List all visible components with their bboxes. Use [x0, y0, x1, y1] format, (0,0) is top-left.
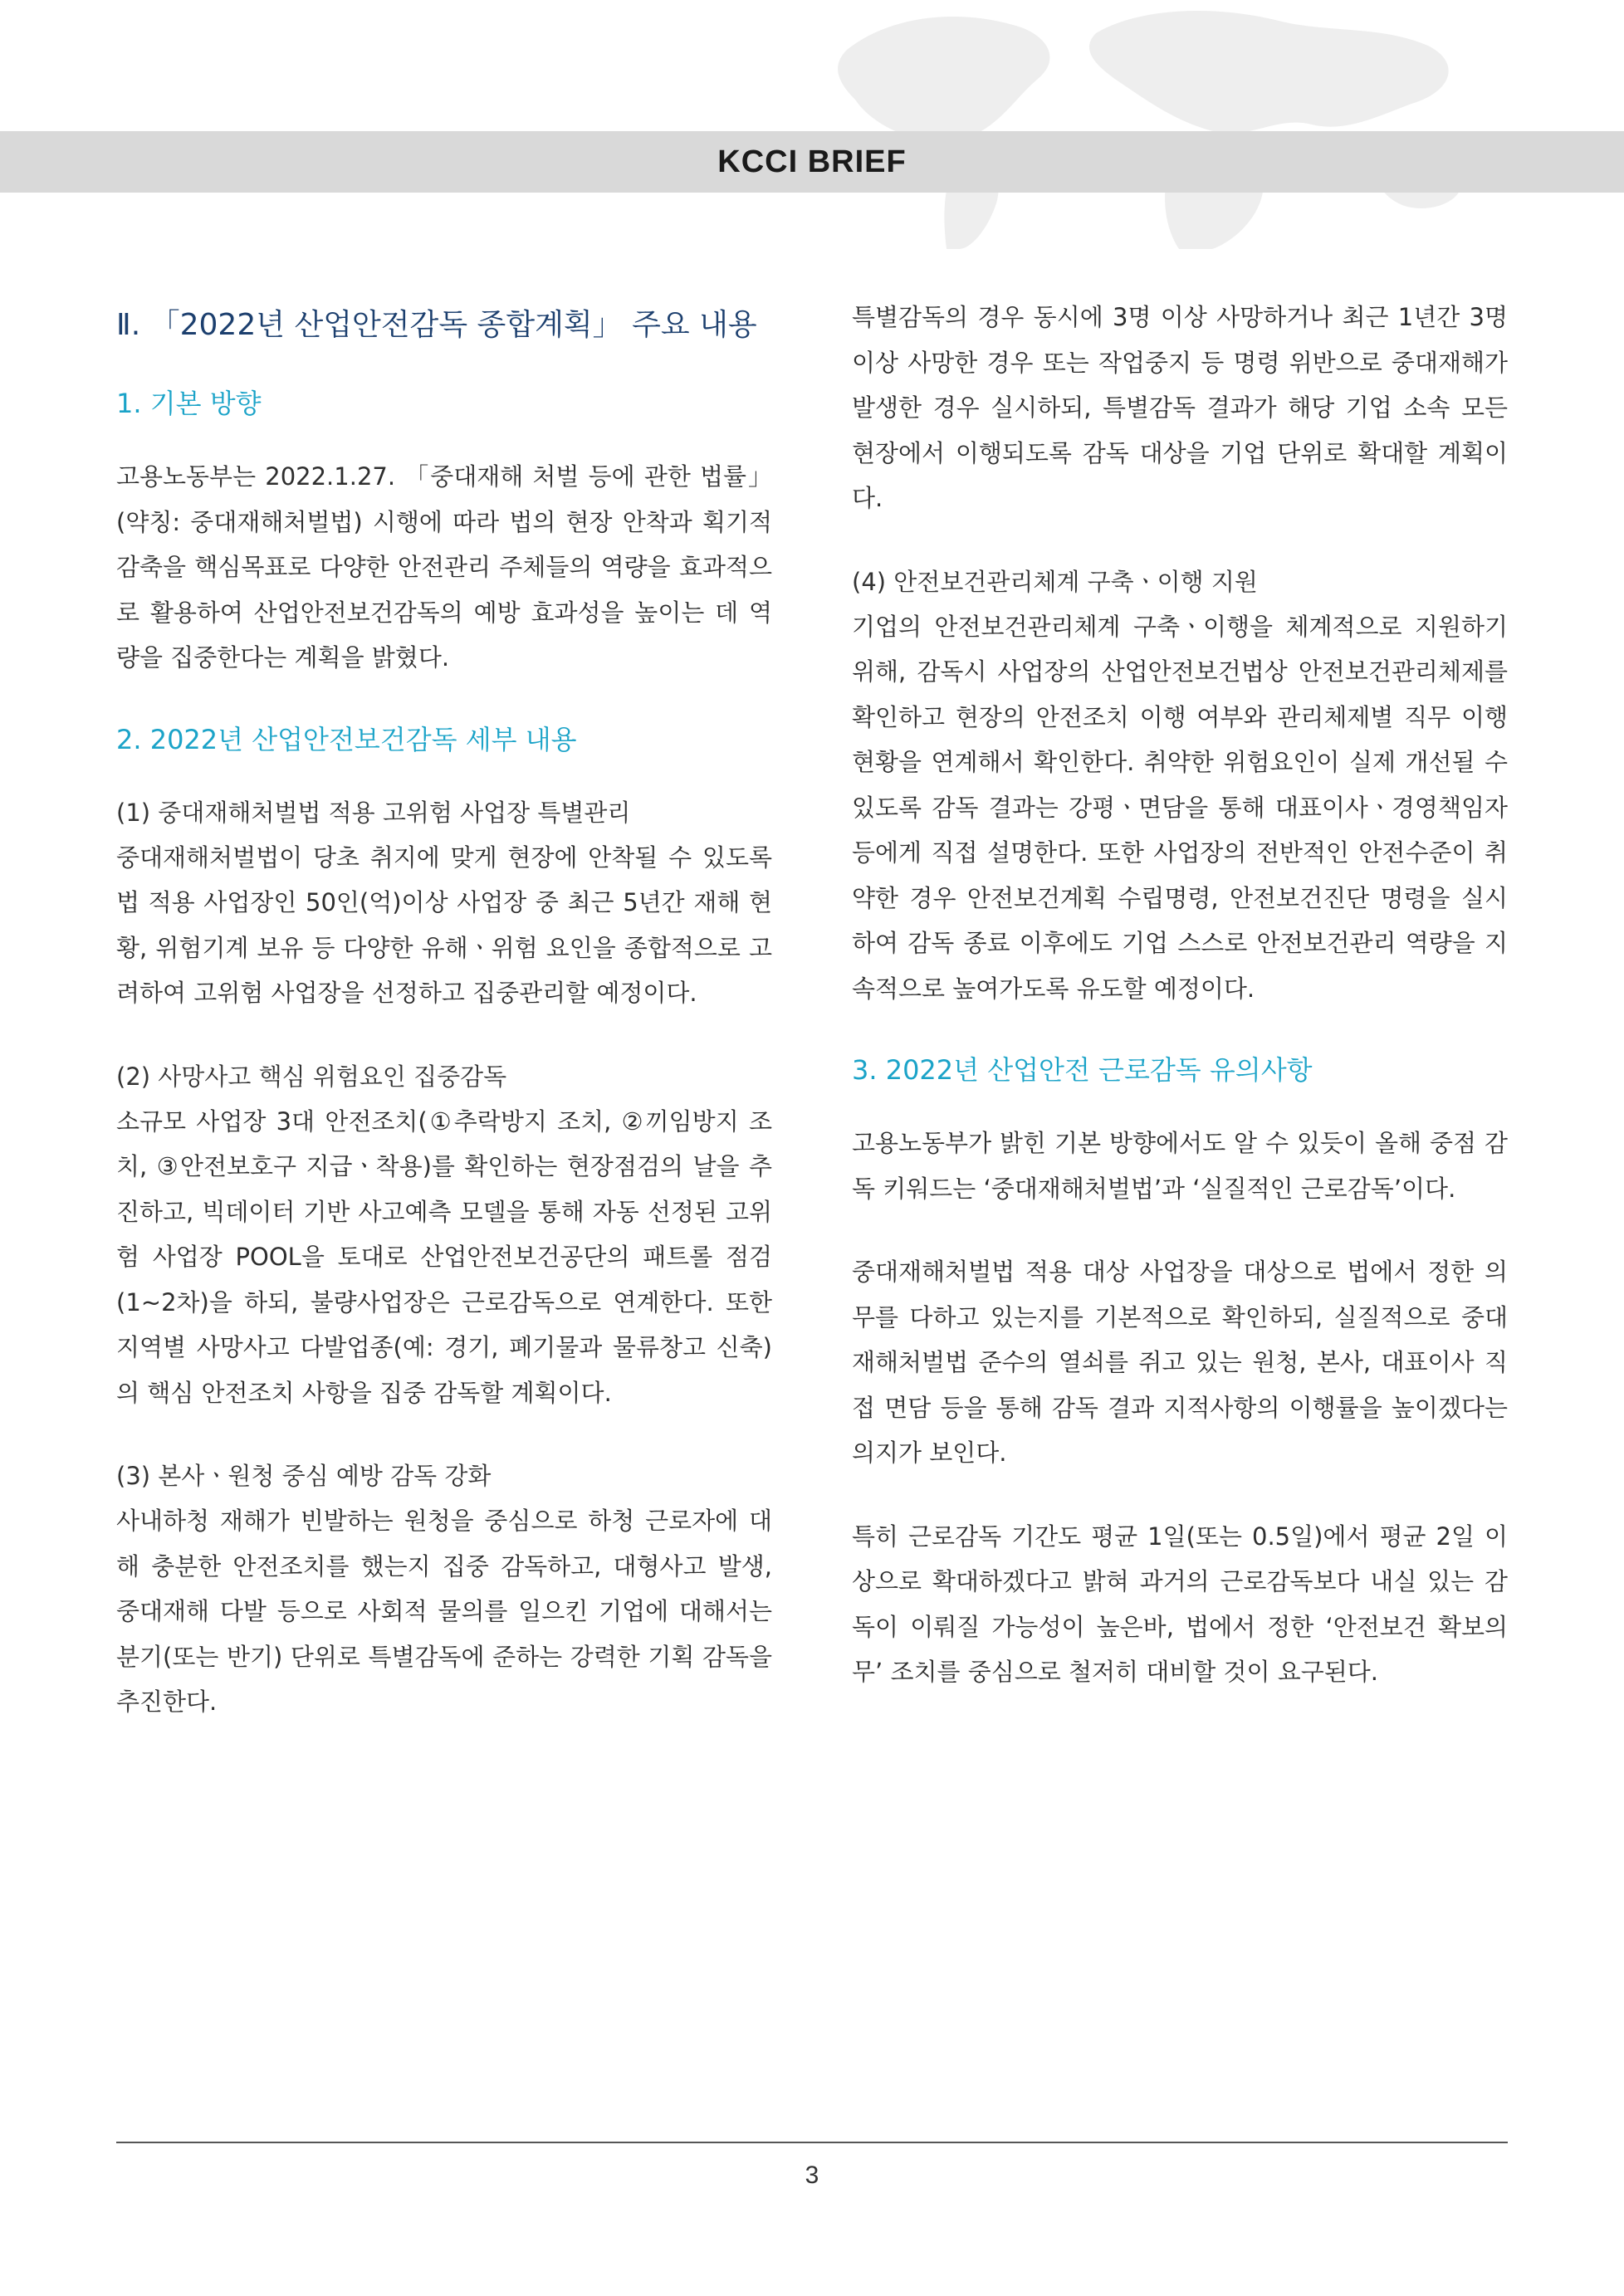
footer-divider	[116, 2142, 1508, 2143]
page-number: 3	[805, 2162, 819, 2189]
item-2-title: (2) 사망사고 핵심 위험요인 집중감독	[116, 1062, 507, 1091]
section-heading-precautions: 3. 2022년 산업안전 근로감독 유의사항	[852, 1054, 1313, 1086]
item-3-text: 사내하청 재해가 빈발하는 원청을 중심으로 하청 근로자에 대해 충분한 안전조치를 했는지 집중 감독하고, 대형사고 발생, 중대재해 다발 등으로 사회적 물의를 일으킨 기업에 대해서는 분기(또는 반기) 단위로 특별감독에 준하는 강력한 기획 감독을 추진한다.	[116, 1507, 772, 1716]
chapter-title: Ⅱ. 「2022년 산업안전감독 종합계획」 주요 내용	[116, 308, 757, 342]
publication-title: KCCI BRIEF	[717, 144, 907, 179]
section-heading-basic-direction: 1. 기본 방향	[116, 388, 262, 419]
item-3-title: (3) 본사ㆍ원청 중심 예방 감독 강화	[116, 1462, 492, 1490]
item-1-title: (1) 중대재해처벌법 적용 고위험 사업장 특별관리	[116, 798, 631, 827]
item-4-title: (4) 안전보건관리체계 구축ㆍ이행 지원	[852, 567, 1258, 596]
section-heading-details: 2. 2022년 산업안전보건감독 세부 내용	[116, 723, 577, 755]
precautions-paragraph-1: 고용노동부가 밝힌 기본 방향에서도 알 수 있듯이 올해 중점 감독 키워드는 ‘중대재해처벌법’과 ‘실질적인 근로감독’이다.	[852, 1129, 1508, 1203]
world-map-watermark	[747, 0, 1624, 249]
left-column	[116, 295, 772, 1763]
item-2-text: 소규모 사업장 3대 안전조치(①추락방지 조치, ②끼임방지 조치, ③안전보호구 지급ㆍ착용)를 확인하는 현장점검의 날을 추진하고, 빅데이터 기반 사고예측 모델을 통해 자동 선정된 고위험 사업장 POOL을 토대로 산업안전보건공단의 패트롤 점검(1~2차)을 하되, 불량사업장은 근로감독으로 연계한다. 또한 지역별 사망사고 다발업종(예: 경기, 폐기물과 물류창고 신축)의 핵심 안전조치 사항을 집중 감독할 계획이다.	[116, 1106, 772, 1407]
item-1-text: 중대재해처벌법이 당초 취지에 맞게 현장에 안착될 수 있도록 법 적용 사업장인 50인(억)이상 사업장 중 최근 5년간 재해 현황, 위험기계 보유 등 다양한 유해ㆍ위험 요인을 종합적으로 고려하여 고위험 사업장을 선정하고 집중관리할 예정이다.	[116, 843, 772, 1007]
basic-direction-paragraph: 고용노동부는 2022.1.27. 「중대재해 처벌 등에 관한 법률」(약칭: 중대재해처벌법) 시행에 따라 법의 현장 안착과 획기적 감축을 핵심목표로 다양한 안전관리 주체들의 역량을 효과적으로 활용하여 산업안전보건감독의 예방 효과성을 높이는 데 역량을 집중한다는 계획을 밝혔다.	[116, 462, 772, 672]
precautions-paragraph-3: 특히 근로감독 기간도 평균 1일(또는 0.5일)에서 평균 2일 이상으로 확대하겠다고 밝혀 과거의 근로감독보다 내실 있는 감독이 이뤄질 가능성이 높은바, 법에서 정한 ‘안전보건 확보의무’ 조치를 중심으로 철저히 대비할 것이 요구된다.	[852, 1522, 1508, 1686]
item-3-continued-text: 특별감독의 경우 동시에 3명 이상 사망하거나 최근 1년간 3명 이상 사망한 경우 또는 작업중지 등 명령 위반으로 중대재해가 발생한 경우 실시하되, 특별감독 결과가 해당 기업 소속 모든 현장에서 이행되도록 감독 대상을 기업 단위로 확대할 계획이다.	[852, 303, 1508, 512]
precautions-paragraph-2: 중대재해처벌법 적용 대상 사업장을 대상으로 법에서 정한 의무를 다하고 있는지를 기본적으로 확인하되, 실질적으로 중대재해처벌법 준수의 열쇠를 쥐고 있는 원청, 본사, 대표이사 직접 면담 등을 통해 감독 결과 지적사항의 이행률을 높이겠다는 의지가 보인다.	[852, 1258, 1508, 1467]
right-column	[852, 295, 1508, 1733]
item-4-text: 기업의 안전보건관리체계 구축ㆍ이행을 체계적으로 지원하기 위해, 감독시 사업장의 산업안전보건법상 안전보건관리체제를 확인하고 현장의 안전조치 이행 여부와 관리체제별 직무 이행 현황을 연계해서 확인한다. 취약한 위험요인이 실제 개선될 수 있도록 감독 결과는 강평ㆍ면담을 통해 대표이사ㆍ경영책임자 등에게 직접 설명한다. 또한 사업장의 전반적인 안전수준이 취약한 경우 안전보건계획 수립명령, 안전보건진단 명령을 실시하여 감독 종료 이후에도 기업 스스로 안전보건관리 역량을 지속적으로 높여가도록 유도할 예정이다.	[852, 612, 1508, 1003]
